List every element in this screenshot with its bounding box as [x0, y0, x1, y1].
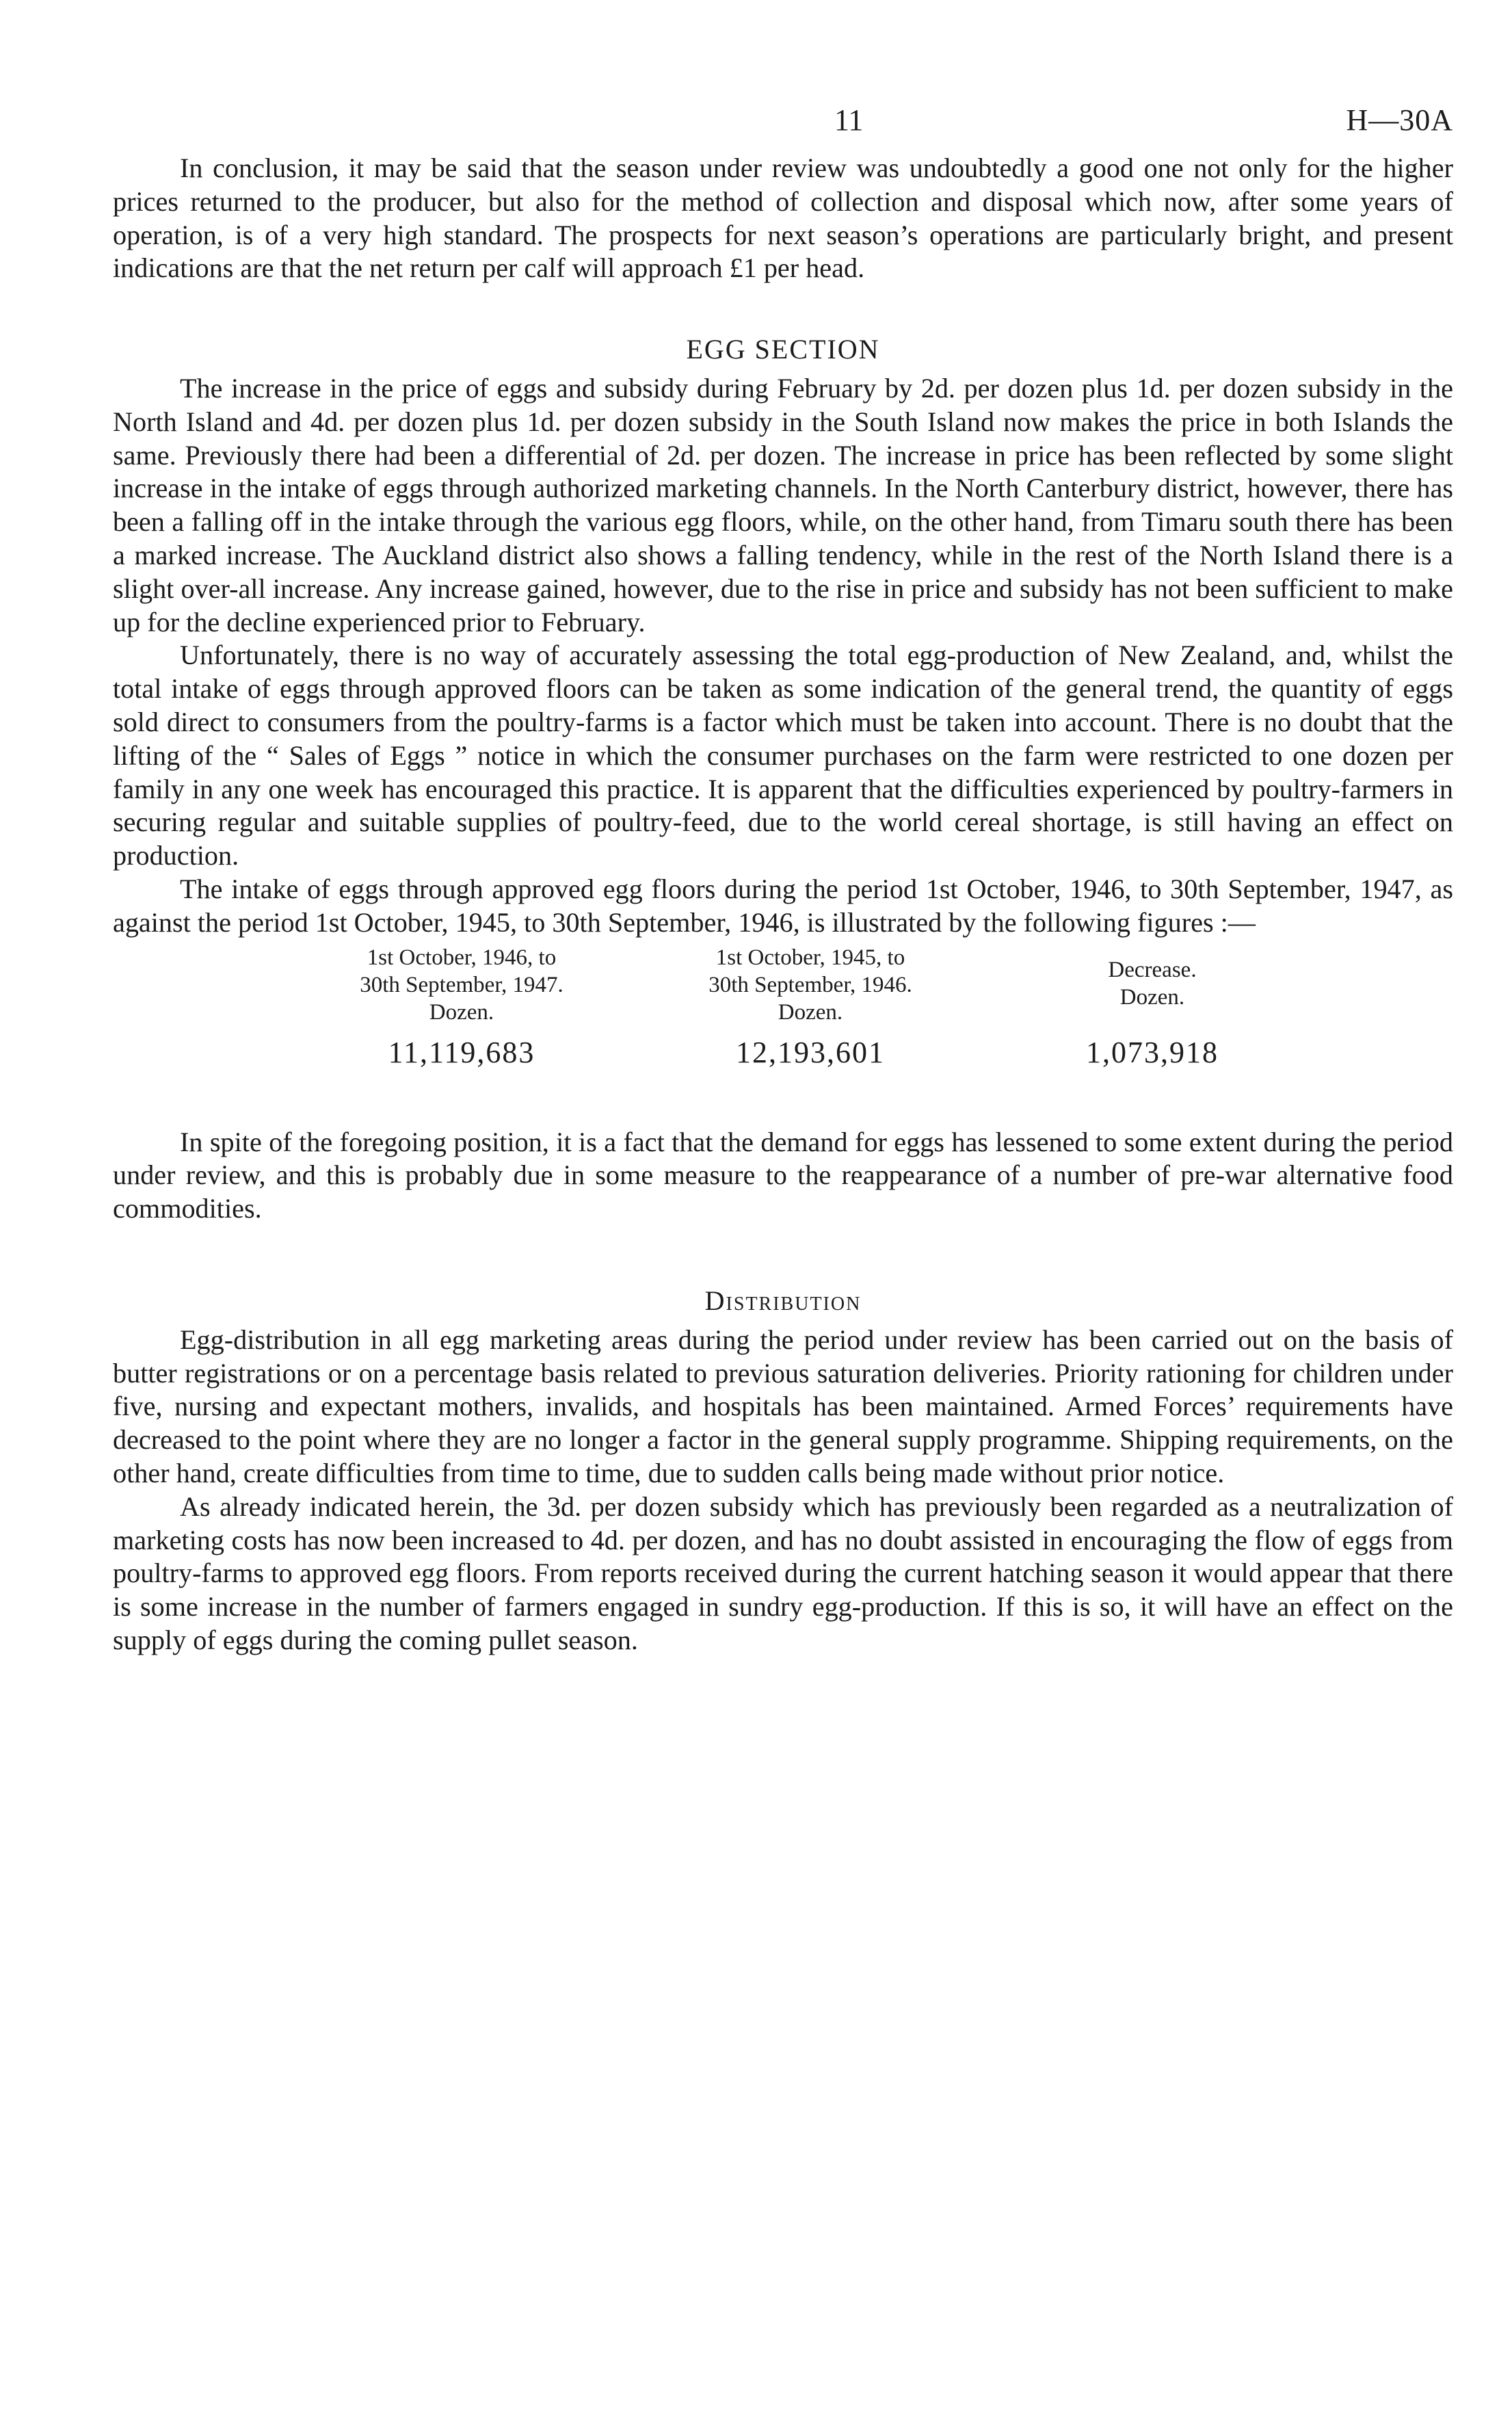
figures-column-1945-1946 [646, 944, 974, 1070]
column-header-line: 30th September, 1947. [360, 972, 563, 997]
column-header-line: 1st October, 1946, to [367, 945, 557, 970]
figure-value-1945-1946: 12,193,601 [736, 1035, 885, 1069]
egg-intake-figures-table [113, 944, 1453, 1115]
paragraph-egg-price: The increase in the price of eggs and subsidy during February by 2d. per dozen plus 1d. per dozen subsidy in the North Island and 4d. per dozen plus 1d. per dozen subsidy in the South Island now makes the price in both Islands the same. Previously there had been a differential of 2d. per dozen. The increase in price has been reflected by some slight increase in the intake of eggs through authorized marketing channels. In the North Canterbury district, however, there has been a falling off in the intake through the various egg floors, while, on the other hand, from Timaru south there has been a marked increase. The Auckland district also shows a falling tendency, while in the rest of the North Island there is a slight over-all increase. Any increase gained, however, due to the rise in price and subsidy has not been sufficient to make up for the decline experienced prior to February. [113, 372, 1453, 638]
paragraph-subsidy: As already indicated herein, the 3d. per dozen subsidy which has previously been regarded as a neutralization of marketing costs has now been increased to 4d. per dozen, and has no doubt assisted in encouraging the flow of eggs from poultry-farms to approved egg floors. From reports received during the current hatching season it would appear that there is some increase in the number of farmers engaged in sundry egg-production. If this is so, it will have an effect on the supply of eggs during the coming pullet season. [113, 1490, 1453, 1655]
document-code: H—30A [1346, 103, 1453, 137]
column-header-line: 1st October, 1945, to [715, 945, 905, 970]
paragraph-unfortunately: Unfortunately, there is no way of accurately assessing the total egg-production of New Zealand, and, whilst the total intake of eggs through approved floors can be taken as some indication of the general trend, the quantity of eggs sold direct to consumers from the poultry-farms is a factor which must be taken into account. There is no doubt that the lifting of the “ Sales of Eggs ” notice in which the consumer purchases on the farm were restricted to one dozen per family in any one week has encouraged this practice. It is apparent that the difficulties experienced by poultry-farmers in securing regular and suitable supplies of poultry-feed, due to the world cereal shortage, is still having an effect on production. [113, 640, 1453, 871]
column-header [297, 944, 626, 1027]
figures-column-1946-1947 [297, 944, 626, 1070]
column-header [646, 944, 974, 1027]
column-unit: Dozen. [429, 999, 494, 1025]
running-header [113, 103, 1453, 152]
paragraph-demand: In spite of the foregoing position, it is a fact that the demand for eggs has lessened to some extent during the period under review, and this is probably due in some measure to the reappearance of a number of pre-war alternative food commodities. [113, 1126, 1453, 1224]
figure-value-1946-1947: 11,119,683 [388, 1035, 535, 1069]
page-number: 11 [834, 103, 864, 137]
figures-column-decrease [1022, 944, 1282, 1070]
figure-value-decrease: 1,073,918 [1086, 1035, 1219, 1069]
column-header [1022, 944, 1282, 1027]
column-unit: Dozen. [1119, 984, 1185, 1010]
column-header-line: Decrease. [1108, 957, 1197, 982]
document-page [113, 103, 1453, 1657]
heading-egg-section: EGG SECTION [686, 334, 880, 365]
paragraph-conclusion: In conclusion, it may be said that the season under review was undoubtedly a good one not only for the higher prices returned to the producer, but also for the method of collection and disposal which now, after some years of operation, is of a very high standard. The prospects for next season’s operations are particularly bright, and present indications are that the net return per calf will approach £1 per head. [113, 153, 1453, 284]
heading-distribution: Distribution [704, 1285, 862, 1316]
column-unit: Dozen. [778, 999, 843, 1025]
column-header-line: 30th September, 1946. [708, 972, 912, 997]
paragraph-intake: The intake of eggs through approved egg floors during the period 1st October, 1946, to 30th September, 1947, as against the period 1st October, 1945, to 30th September, 1946, is illustrated by the following figures :— [113, 873, 1453, 938]
paragraph-distribution: Egg-distribution in all egg marketing areas during the period under review has been carried out on the basis of butter registrations or on a percentage basis related to previous saturation deliveries. Priority rationing for children under five, nursing and expectant mothers, invalids, and hospitals has been maintained. Armed Forces’ requirements have decreased to the point where they are no longer a factor in the general supply programme. Shipping requirements, on the other hand, create difficulties from time to time, due to sudden calls being made without prior notice. [113, 1324, 1453, 1488]
